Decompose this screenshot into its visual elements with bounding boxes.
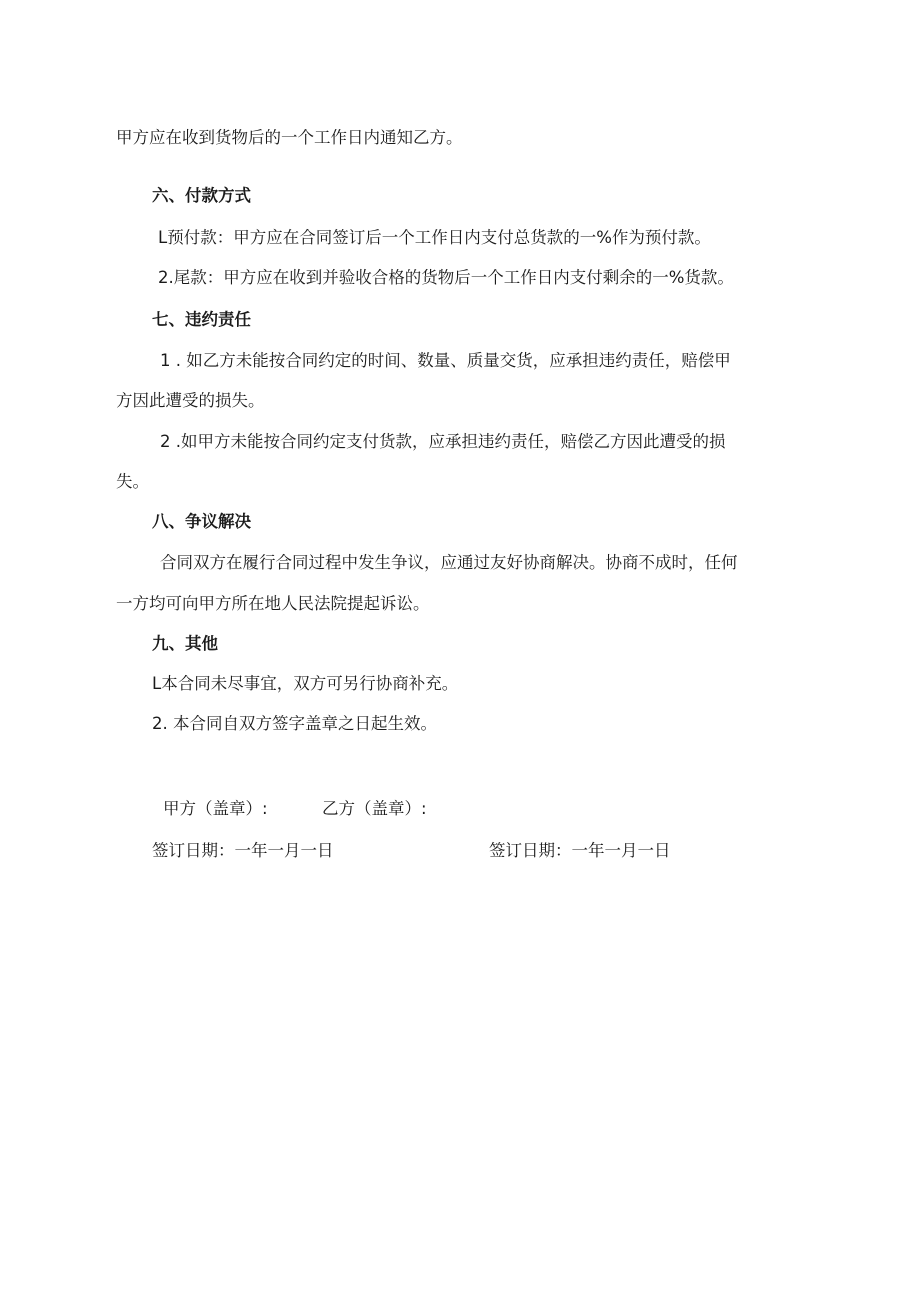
paragraph-line: 2 .如甲方未能按合同约定支付货款，应承担违约责任，赔偿乙方因此遭受的损 xyxy=(160,432,726,451)
paragraph-line: 一方均可向甲方所在地人民法院提起诉讼。 xyxy=(116,594,430,613)
section-heading-dispute: 八、争议解决 xyxy=(152,512,251,531)
paragraph-line: 甲方应在收到货物后的一个工作日内通知乙方。 xyxy=(116,128,463,147)
paragraph-line: 2.尾款：甲方应在收到并验收合格的货物后一个工作日内支付剩余的一%货款。 xyxy=(158,268,734,287)
party-b-date-label: 签订日期：一年一月一日 xyxy=(489,841,671,860)
paragraph-line: 2. 本合同自双方签字盖章之日起生效。 xyxy=(152,714,437,733)
party-a-seal-label: 甲方（盖章）: xyxy=(163,799,268,818)
paragraph-line: L预付款：甲方应在合同签订后一个工作日内支付总货款的一%作为预付款。 xyxy=(158,228,711,247)
paragraph-line: 方因此遭受的损失。 xyxy=(116,391,265,410)
party-a-date-label: 签订日期：一年一月一日 xyxy=(152,841,334,860)
paragraph-line: L本合同未尽事宜，双方可另行协商补充。 xyxy=(152,674,459,693)
section-heading-breach: 七、违约责任 xyxy=(152,310,251,329)
section-heading-other: 九、其他 xyxy=(152,634,218,653)
party-b-seal-label: 乙方（盖章）: xyxy=(322,799,427,818)
paragraph-line: 失。 xyxy=(116,472,149,491)
paragraph-line: 合同双方在履行合同过程中发生争议，应通过友好协商解决。协商不成时，任何 xyxy=(160,553,738,572)
paragraph-line: 1 . 如乙方未能按合同约定的时间、数量、质量交货，应承担违约责任，赔偿甲 xyxy=(160,351,731,370)
section-heading-payment: 六、付款方式 xyxy=(152,186,251,205)
